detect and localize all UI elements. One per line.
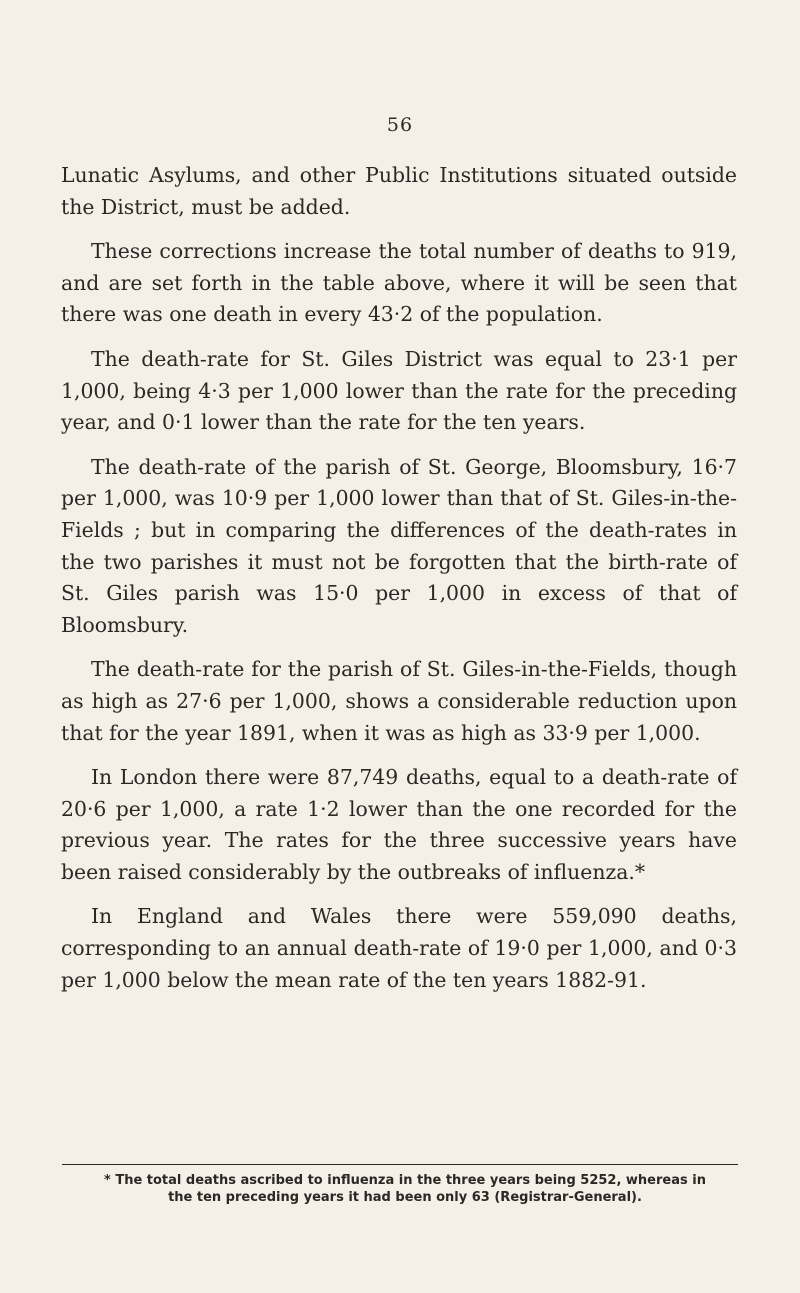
paragraph-england-and-wales: In England and Wales there were 559,090 deaths, corresponding to an annual death-rate of 19·0 per 1,000, and 0·3 per 1,000 below the mean rate of the ten years 1882-91. xyxy=(61,904,737,992)
body-text xyxy=(61,160,737,1009)
paragraph-continuation: Lunatic Asylums, and other Public Institutions situated outside the District, must be added. xyxy=(61,163,737,219)
paragraph-st-giles-in-the-fields: The death-rate for the parish of St. Giles-in-the-Fields, though as high as 27·6 per 1,000, shows a considerable reduction upon that for the year 1891, when it was as high as 33·9 per 1,000. xyxy=(61,657,737,745)
paragraph-st-giles-district: The death-rate for St. Giles District was equal to 23·1 per 1,000, being 4·3 per 1,000 lower than the rate for the preceding year, and 0·1 lower than the rate for the ten years. xyxy=(61,346,737,435)
paragraph-london: In London there were 87,749 deaths, equal to a death-rate of 20·6 per 1,000, a rate 1·2 lower than the one recorded for the previous year. The rates for the three successive years have been raised considerably by the outbreaks of influenza.* xyxy=(61,765,737,884)
paragraph-st-george-bloomsbury: The death-rate of the parish of St. George, Bloomsbury, 16·7 per 1,000, was 10·9 per 1,000 lower than that of St. Giles-in-the-Fields ; but in comparing the differences of the death-rates in the two parishes it must not be forgotten that the birth-rate of St. Giles parish was 15·0 per 1,000 in excess of that of Bloomsbury. xyxy=(61,454,737,637)
page-number: 56 xyxy=(386,114,414,136)
paragraph-corrections: These corrections increase the total number of deaths to 919, and are set forth in the table above, where it will be seen that there was one death in every 43·2 of the population. xyxy=(61,239,737,327)
footnote-divider xyxy=(62,1164,738,1165)
footnote: * The total deaths ascribed to influenza in the three years being 5252, whereas in the ten preceding years it had been only 63 (Registrar-General). xyxy=(104,1173,706,1205)
